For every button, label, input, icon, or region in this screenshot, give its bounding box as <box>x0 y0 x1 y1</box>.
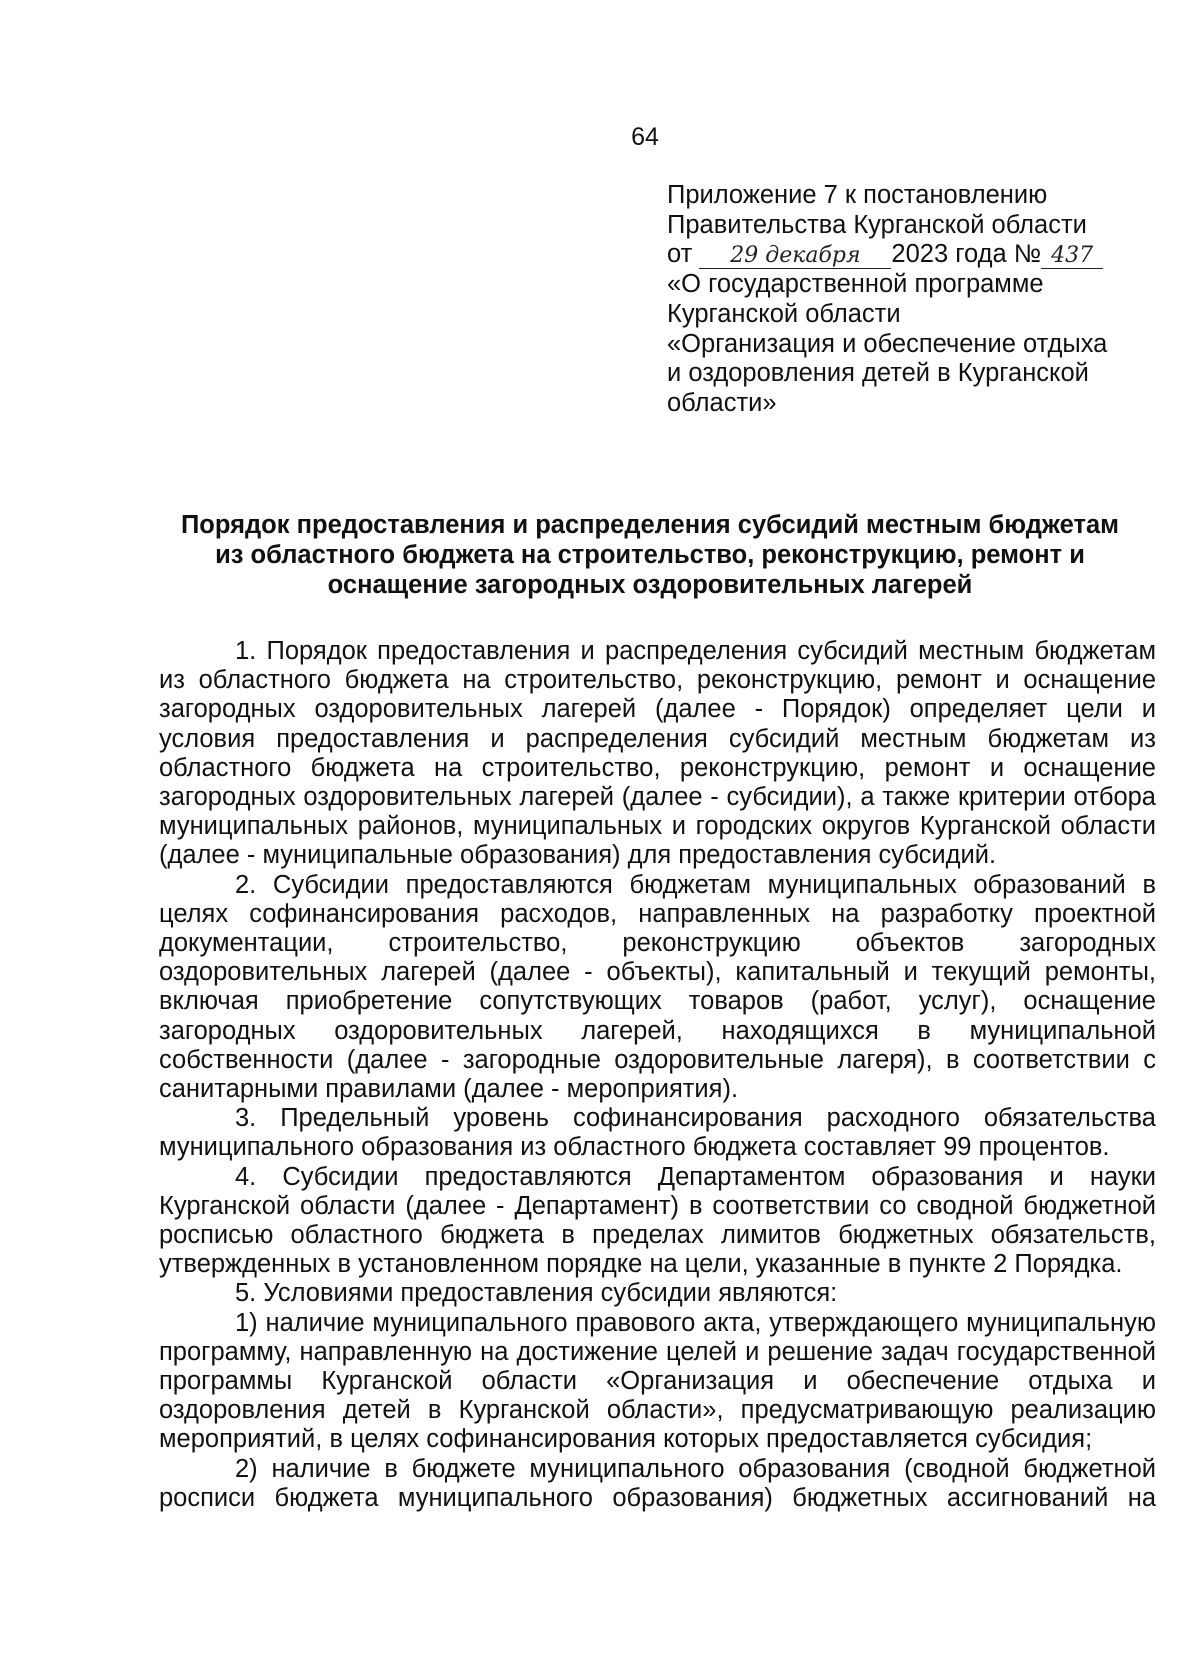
annex-line-8: области» <box>667 388 777 417</box>
paragraph-1: 1. Порядок предоставления и распределения субсидий местным бюджетам из областного бюджета на строительство, реконструкцию, ремонт и оснащение загородных оздоровительных лагерей (далее - Порядок) определяет цели и условия предоставления и распределения субсидий местным бюджетам из областного бюджета на строительство, реконструкцию, ремонт и оснащение загородных оздоровительных лагерей (далее - субсидии), а также критерии отбора муниципальных районов, муниципальных и городских округов Курганской области (далее - муниципальные образования) для предоставления субсидий. <box>159 637 1156 870</box>
paragraph-3: 3. Предельный уровень софинансирования расходного обязательства муниципального образования из областного бюджета составляет 99 процентов. <box>159 1104 1156 1162</box>
annex-line-6: «Организация и обеспечение отдыха <box>667 329 1108 358</box>
page-number: 64 <box>631 123 659 151</box>
annex-line-4: «О государственной программе <box>667 270 1044 299</box>
annex-line-date <box>667 240 1147 270</box>
title-line-1: Порядок предоставления и распределения субсидий местным бюджетам <box>180 511 1120 539</box>
annex-line-7: и оздоровления детей в Курганской <box>667 359 1089 388</box>
annex-line-2: Правительства Курганской области <box>667 210 1087 239</box>
paragraph-5-2: 2) наличие в бюджете муниципального образования (сводной бюджетной росписи бюджета муниципального образования) бюджетных ассигнований на <box>159 1454 1156 1512</box>
title-line-3: оснащение загородных оздоровительных лагерей <box>327 571 973 599</box>
annex-line-5: Курганской области <box>667 299 901 328</box>
annex-from-prefix: от <box>667 240 693 269</box>
annex-header <box>667 181 1147 419</box>
paragraph-4: 4. Субсидии предоставляются Департаментом образования и науки Курганской области (далее - Департамент) в соответствии со сводной бюджетной росписью областного бюджета в пределах лимитов бюджетных обязательств, утвержденных в установленном порядке на цели, указанные в пункте 2 Порядка. <box>159 1162 1156 1279</box>
title-line-2: из областного бюджета на строительство, реконструкцию, ремонт и <box>215 541 1085 569</box>
paragraph-5: 5. Условиями предоставления субсидии являются: <box>235 1279 838 1308</box>
handwritten-date: 29 декабря <box>699 244 891 269</box>
paragraph-5-1: 1) наличие муниципального правового акта, утверждающего муниципальную программу, направленную на достижение целей и решение задач государственной программы Курганской области «Организация и обеспечение отдыха и оздоровления детей в Курганской области», предусматривающую реализацию мероприятий, в целях софинансирования которых предоставляется субсидия; <box>159 1308 1156 1454</box>
document-title <box>150 510 1150 600</box>
annex-line-1: Приложение 7 к постановлению <box>667 181 1048 209</box>
document-body <box>159 637 1156 1513</box>
paragraph-2: 2. Субсидии предоставляются бюджетам муниципальных образований в целях софинансирования расходов, направленных на разработку проектной документации, строительство, реконструкцию объектов загородных оздоровительных лагерей (далее - объекты), капитальный и текущий ремонты, включая приобретение сопутствующих товаров (работ, услуг), оснащение загородных оздоровительных лагерей, находящихся в муниципальной собственности (далее - загородные оздоровительные лагеря), в соответствии с санитарными правилами (далее - мероприятия). <box>159 870 1156 1104</box>
annex-year-text: 2023 года № <box>891 240 1042 269</box>
handwritten-number: 437 <box>1041 244 1103 269</box>
